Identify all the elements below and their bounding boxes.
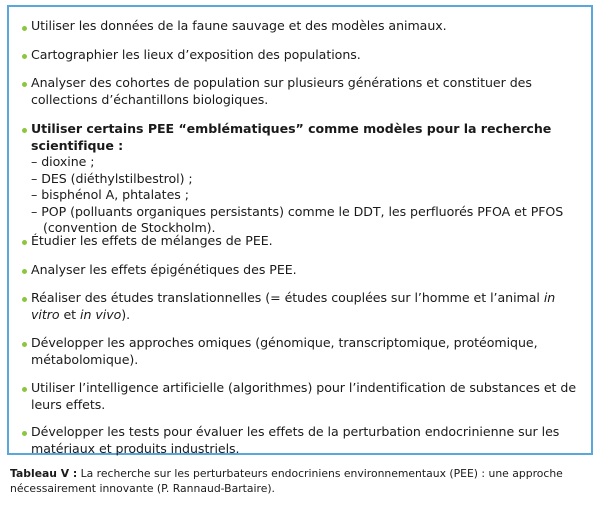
bullet-icon (22, 297, 27, 302)
list-item: Analyser des cohortes de population sur plusieurs générations et constituer des collections d’échantillons biologiques. (31, 75, 532, 107)
list-item: Développer les approches omiques (génomique, transcriptomique, protéomique, métabolomique). (31, 335, 538, 367)
recommendations-box (7, 5, 593, 455)
list-item: Étudier les effets de mélanges de PEE. (31, 233, 273, 248)
bullet-icon (22, 26, 27, 31)
sub-item: – DES (diéthylstilbestrol) ; (31, 170, 193, 186)
sub-item: (convention de Stockholm). (43, 220, 216, 235)
list-item: Utiliser les données de la faune sauvage et des modèles animaux. (31, 18, 447, 33)
bullet-icon (22, 342, 27, 347)
bullet-icon (22, 269, 27, 274)
list-item: Analyser les effets épigénétiques des PEE. (31, 262, 297, 277)
bullet-icon (22, 431, 27, 436)
item-heading: Utiliser certains PEE “emblématiques” comme modèles pour la recherche scientifique : (31, 121, 552, 153)
caption-label: Tableau V : (10, 467, 78, 480)
bullet-icon (22, 82, 27, 87)
list-item: Utiliser l’intelligence artificielle (algorithmes) pour l’indentification de substances et de leurs effets. (31, 380, 577, 412)
bullet-icon (22, 54, 27, 59)
list-item: Cartographier les lieux d’exposition des populations. (31, 47, 361, 62)
sub-item: – bisphénol A, phtalates ; (31, 187, 189, 202)
sub-item: – POP (polluants organiques persistants) comme le DDT, les perfluorés PFOA et PFOS (31, 203, 564, 219)
sub-item: – dioxine ; (31, 154, 95, 169)
bullet-icon (22, 387, 27, 392)
list-item (31, 121, 581, 237)
list-item: Développer les tests pour évaluer les effets de la perturbation endocrinienne sur les matériaux et produits industriels. (31, 424, 560, 456)
list-item: Réaliser des études translationnelles (= études couplées sur l’homme et l’animal in vitro et in vivo). (31, 290, 556, 322)
table-caption (10, 466, 595, 496)
bullet-icon (22, 240, 27, 245)
caption-text: La recherche sur les perturbateurs endocriniens environnementaux (PEE) : une approche nécessairement innovante (P. Rannaud-Bartaire). (10, 467, 563, 495)
bullet-icon (22, 128, 27, 133)
